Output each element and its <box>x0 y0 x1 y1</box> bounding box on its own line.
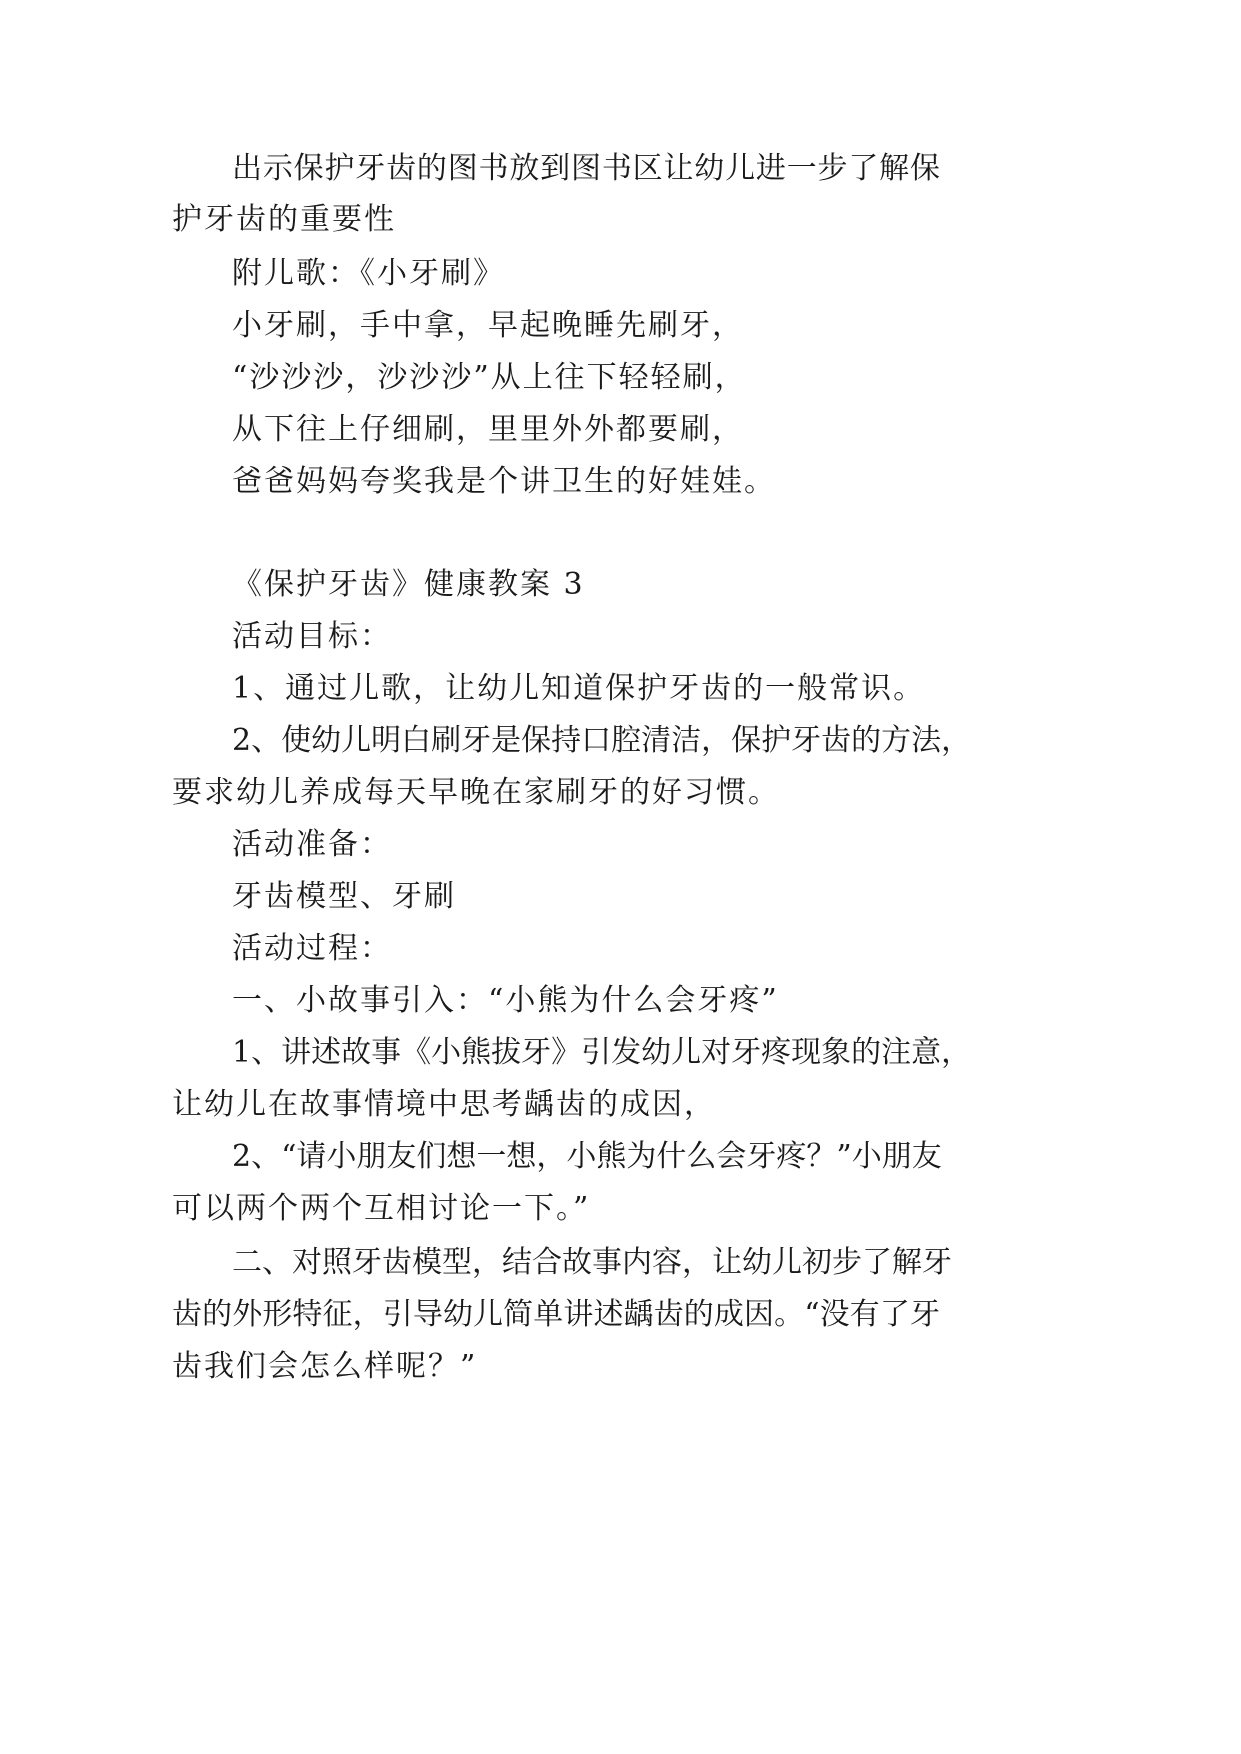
list-item: 2、“请小朋友们想一想，小熊为什么会牙疼？”小朋友 <box>232 1139 942 1174</box>
song-verse-line: “沙沙沙，沙沙沙”从上往下轻轻刷， <box>232 360 747 395</box>
list-item-continued: 要求幼儿养成每天早晚在家刷牙的好习惯。 <box>172 775 780 810</box>
paragraph-line: 牙齿模型、牙刷 <box>232 879 456 914</box>
paragraph-line: 出示保护牙齿的图书放到图书区让幼儿进一步了解保 <box>232 151 940 186</box>
section-heading: 活动目标： <box>232 619 392 654</box>
paragraph-line: 护牙齿的重要性 <box>172 202 396 237</box>
section-heading: 活动过程： <box>232 931 392 966</box>
list-item: 2、使幼儿明白刷牙是保持口腔清洁，保护牙齿的方法， <box>232 723 972 758</box>
section-heading: 活动准备： <box>232 827 392 862</box>
song-title: 附儿歌：《小牙刷》 <box>232 256 505 291</box>
song-verse-line: 小牙刷，手中拿，早起晚睡先刷牙， <box>232 308 744 343</box>
song-verse-line: 爸爸妈妈夸奖我是个讲卫生的好娃娃。 <box>232 464 776 499</box>
list-item-continued: 让幼儿在故事情境中思考龋齿的成因， <box>172 1087 716 1122</box>
paragraph-line: 齿的外形特征，引导幼儿简单讲述龋齿的成因。“没有了牙 <box>172 1297 940 1332</box>
section-title: 《保护牙齿》健康教案 3 <box>232 567 585 602</box>
song-verse-line: 从下往上仔细刷，里里外外都要刷， <box>232 412 744 447</box>
list-item: 1、通过儿歌，让幼儿知道保护牙齿的一般常识。 <box>232 671 926 706</box>
list-item-continued: 可以两个两个互相讨论一下。” <box>172 1191 591 1226</box>
paragraph-line: 齿我们会怎么样呢？” <box>172 1349 478 1384</box>
step-heading: 二、对照牙齿模型，结合故事内容，让幼儿初步了解牙 <box>232 1245 952 1280</box>
step-heading: 一、小故事引入：“小熊为什么会牙疼” <box>232 983 779 1018</box>
list-item: 1、讲述故事《小熊拔牙》引发幼儿对牙疼现象的注意， <box>232 1035 972 1070</box>
